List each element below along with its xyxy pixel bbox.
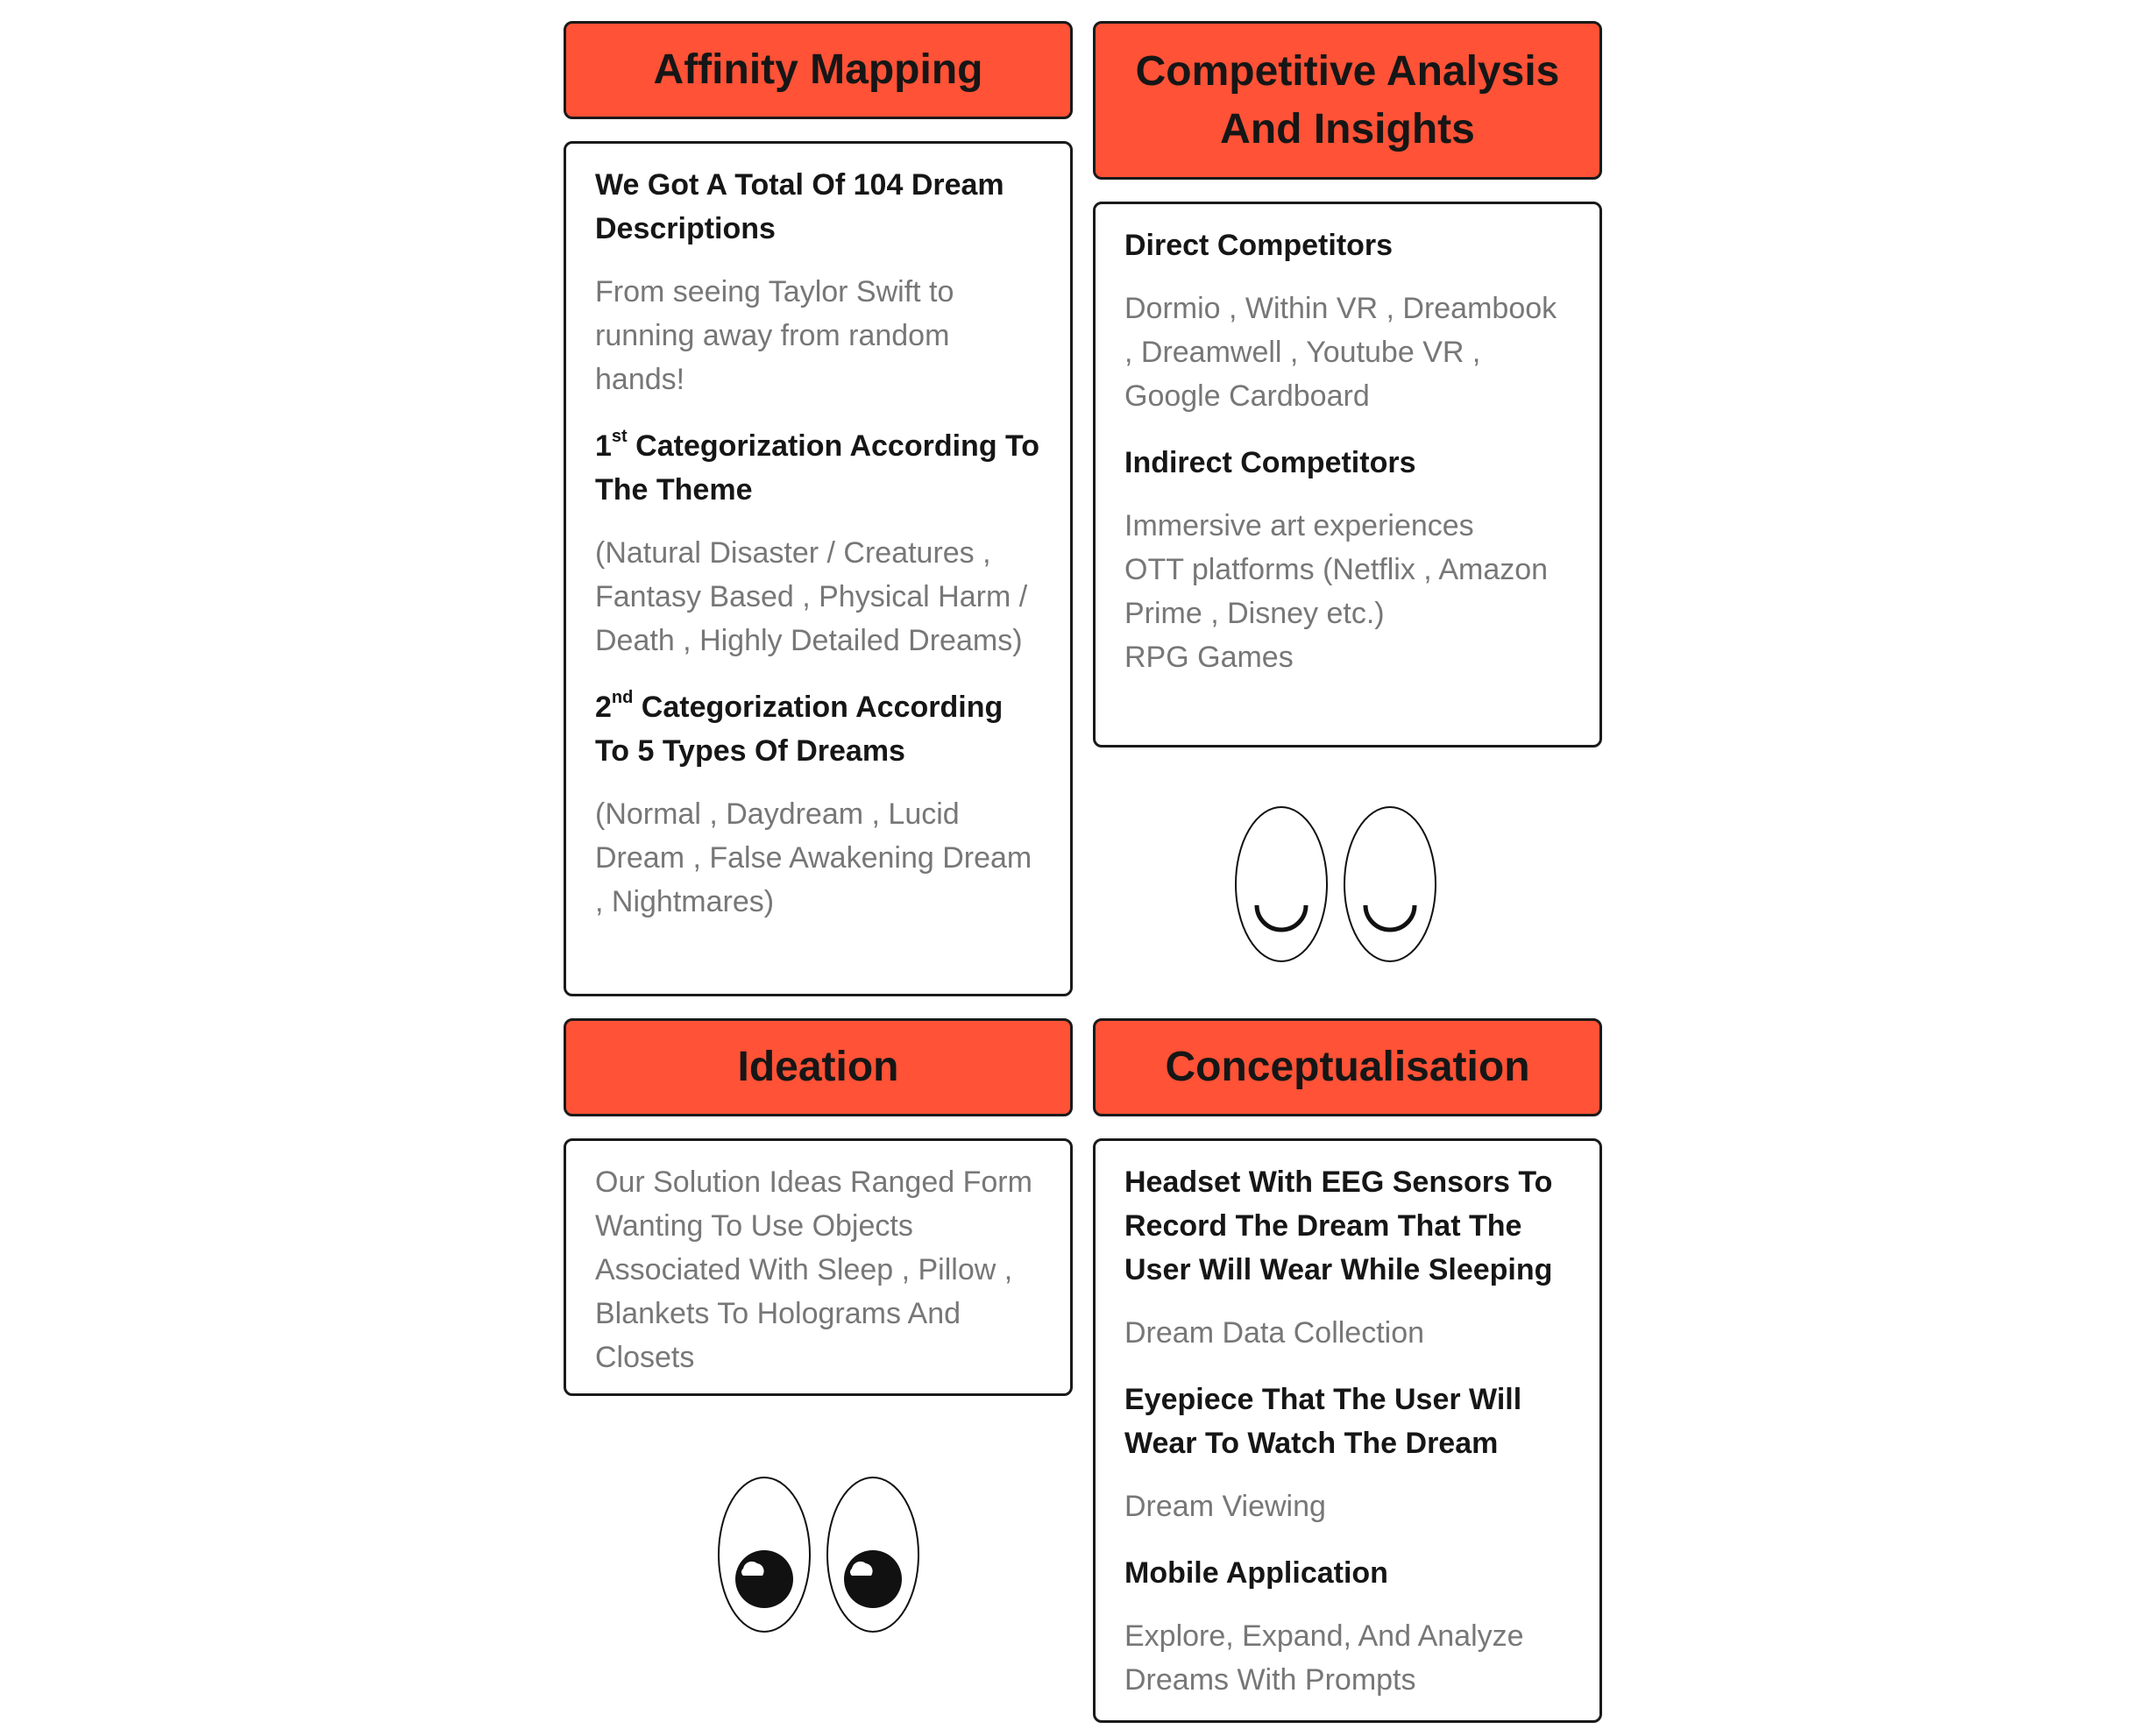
first-categorization-heading (595, 424, 1044, 512)
indirect-line: RPG Games (1124, 641, 1294, 674)
ordinal-suffix: st (611, 427, 628, 446)
heading-text: Categorization According To The Theme (595, 429, 1040, 507)
indirect-competitors-text (1124, 504, 1573, 679)
ordinal-number: 2 (595, 691, 612, 724)
ideation-title: Ideation (737, 1044, 899, 1090)
open-eye-right-icon (827, 1477, 918, 1632)
affinity-mapping-title: Affinity Mapping (653, 46, 983, 93)
ordinal-number: 1 (595, 429, 612, 463)
competitive-title-line1: Competitive Analysis (1135, 47, 1560, 95)
indirect-line: OTT platforms (Netflix , Amazon Prime , Disney etc.) (1124, 553, 1549, 630)
competitive-analysis-header (1093, 21, 1602, 180)
conceptualisation-title: Conceptualisation (1165, 1044, 1530, 1090)
closed-eye-left-icon (1236, 807, 1327, 961)
affinity-mapping-card (564, 141, 1073, 996)
affinity-mapping-header (564, 21, 1073, 119)
concept-item-heading: Eyepiece That The User Will Wear To Watch The Dream (1124, 1383, 1522, 1460)
concept-item-text: Dream Data Collection (1124, 1316, 1425, 1350)
concept-item-text: Explore, Expand, And Analyze Dreams With Prompts (1124, 1619, 1524, 1697)
sleepy-eyes-illustration (1227, 802, 1446, 968)
heading-text: Categorization According To 5 Types Of Dreams (595, 691, 1004, 768)
concept-item-text: Dream Viewing (1124, 1490, 1326, 1523)
second-categorization-text: (Normal , Daydream , Lucid Dream , False Awakening Dream , Nightmares) (595, 797, 1032, 918)
ideation-text: Our Solution Ideas Ranged Form Wanting To Use Objects Associated With Sleep , Pillow , Blankets To Holograms And Closets (595, 1166, 1032, 1374)
open-eye-left-icon (719, 1477, 810, 1632)
ideation-card (564, 1138, 1073, 1396)
ordinal-suffix: nd (611, 688, 634, 707)
first-categorization-text: (Natural Disaster / Creatures , Fantasy Based , Physical Harm / Death , Highly Detailed Dreams) (595, 536, 1028, 657)
ideation-header (564, 1018, 1073, 1116)
indirect-line: Immersive art experiences (1124, 509, 1474, 542)
closed-eye-right-icon (1344, 807, 1436, 961)
direct-competitors-heading: Direct Competitors (1124, 229, 1394, 262)
indirect-competitors-heading: Indirect Competitors (1124, 446, 1416, 479)
concept-item-heading: Headset With EEG Sensors To Record The Dream That The User Will Wear While Sleeping (1124, 1166, 1553, 1286)
second-categorization-heading (595, 685, 1044, 773)
conceptualisation-card (1093, 1138, 1602, 1723)
concept-item-heading: Mobile Application (1124, 1556, 1388, 1590)
direct-competitors-text: Dormio , Within VR , Dreambook , Dreamwell , Youtube VR , Google Cardboard (1124, 292, 1557, 413)
conceptualisation-header (1093, 1018, 1602, 1116)
competitive-analysis-card (1093, 202, 1602, 748)
total-descriptions-heading: We Got A Total Of 104 Dream Descriptions (595, 168, 1004, 245)
competitive-title-line2: And Insights (1220, 105, 1475, 152)
open-eyes-illustration (710, 1472, 929, 1639)
descriptions-text: From seeing Taylor Swift to running away from random hands! (595, 275, 954, 396)
